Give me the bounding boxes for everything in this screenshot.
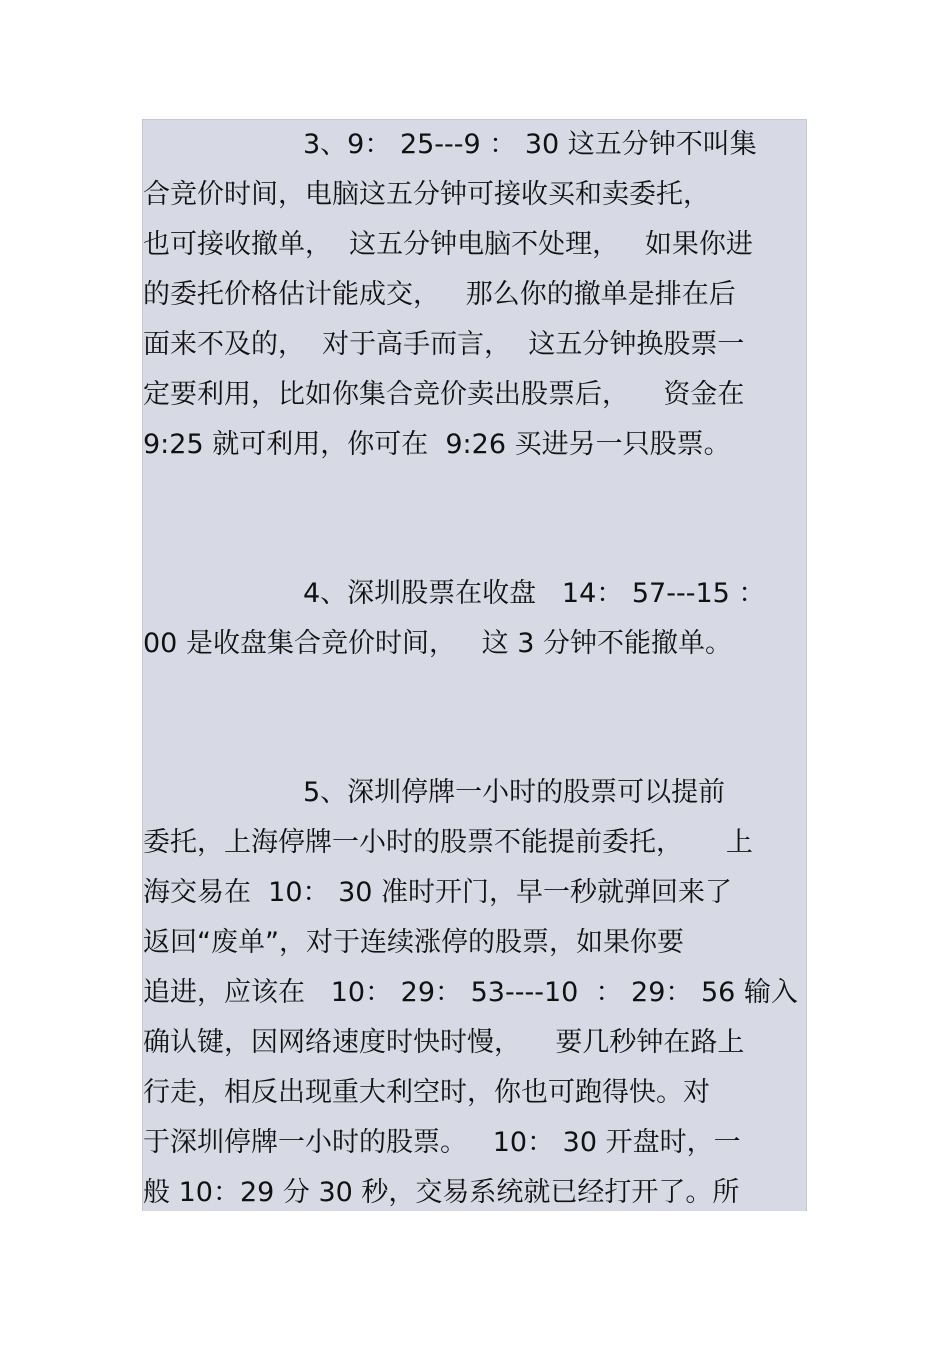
paragraph-line: 5、深圳停牌一小时的股票可以提前 xyxy=(303,777,726,808)
paragraph-line: 确认键，因网络速度时快时慢， 要几秒钟在路上 xyxy=(143,1027,745,1058)
paragraph-line: 合竞价时间，电脑这五分钟可接收买和卖委托， xyxy=(143,179,710,210)
paragraph-line: 9:25 就可利用，你可在 9:26 买进另一只股票。 xyxy=(143,429,731,460)
paragraph-line: 般 10：29 分 30 秒，交易系统就已经打开了。所 xyxy=(143,1177,740,1208)
paragraph-line: 于深圳停牌一小时的股票。 10： 30 开盘时，一 xyxy=(143,1127,741,1158)
paragraph-line: 3、9： 25---9 ： 30 这五分钟不叫集 xyxy=(303,129,757,160)
paragraph-line: 面来不及的， 对于高手而言， 这五分钟换股票一 xyxy=(143,329,745,360)
paragraph-line: 海交易在 10： 30 准时开门，早一秒就弹回来了 xyxy=(143,877,733,908)
paragraph-line: 追进，应该在 10： 29： 53----10 ： 29： 56 输入 xyxy=(143,977,798,1008)
paragraph-line: 定要利用，比如你集合竞价卖出股票后， 资金在 xyxy=(143,379,745,410)
paragraph-line: 委托，上海停牌一小时的股票不能提前委托， 上 xyxy=(143,827,753,858)
paragraph-line: 的委托价格估计能成交， 那么你的撤单是排在后 xyxy=(143,279,736,310)
paragraph-line: 返回“废单”，对于连续涨停的股票，如果你要 xyxy=(143,927,684,958)
document-text-panel xyxy=(142,119,807,1211)
paragraph-line: 00 是收盘集合竞价时间， 这 3 分钟不能撤单。 xyxy=(143,628,733,659)
paragraph-line: 行走，相反出现重大利空时，你也可跑得快。对 xyxy=(143,1077,710,1108)
paragraph-line: 也可接收撤单， 这五分钟电脑不处理， 如果你进 xyxy=(143,229,753,260)
paragraph-line: 4、深圳股票在收盘 14： 57---15 ： xyxy=(303,578,766,609)
